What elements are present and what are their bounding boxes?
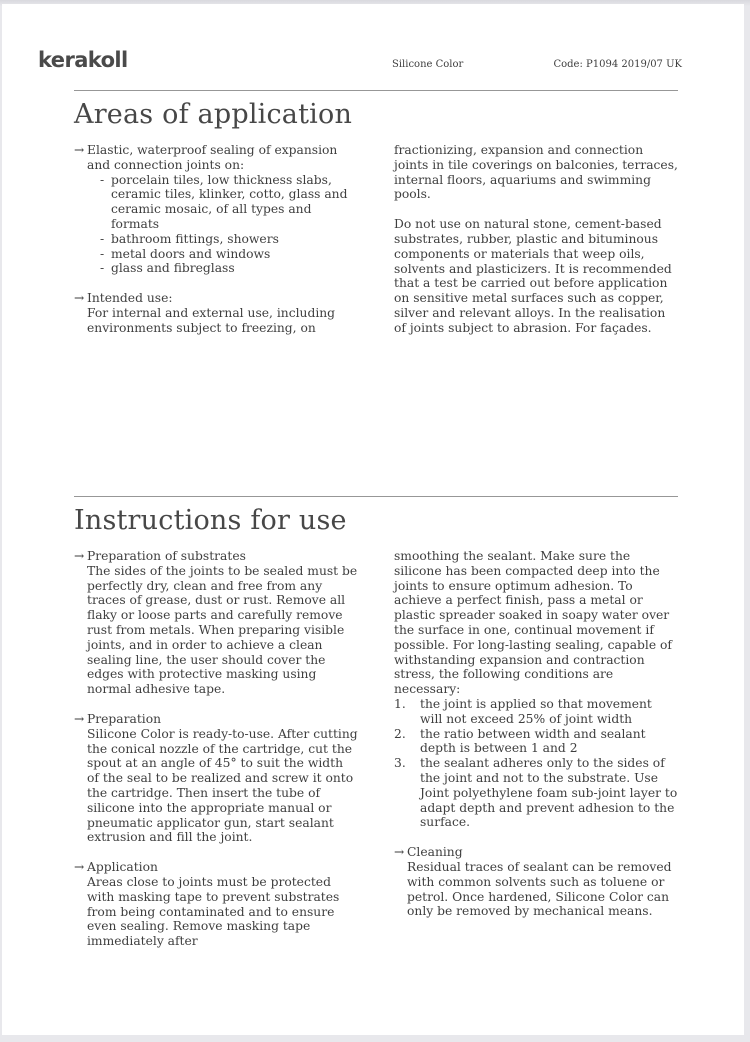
instructions-columns — [74, 549, 678, 964]
arrow-bullet-icon: → — [74, 549, 85, 563]
paragraph-smoothing: smoothing the sealant. Make sure the silicone has been compacted deep into the joints to ensure optimum adhesion. To achieve a perfect finish, pass a metal or plastic spreader soaked in soapy water over the surface in one, continual movement if possible. For long-lasting sealing, capable of withstanding expansion and contraction stress, the following conditions are necessary: — [394, 549, 672, 697]
document-code: Code: P1094 2019/07 UK — [553, 59, 682, 70]
dash-bullet-icon: - — [100, 246, 105, 261]
bullet-label: Preparation of substrates — [87, 549, 246, 563]
section-divider — [74, 496, 678, 497]
arrow-bullet-icon: → — [74, 711, 85, 726]
numbered-item-3 — [394, 756, 678, 830]
section-title-instructions: Instructions for use — [74, 505, 347, 536]
bullet-intro-text: Elastic, waterproof sealing of expansion and connection joints on: — [87, 143, 338, 172]
kerakoll-logo: kerakoll — [38, 48, 128, 72]
dash-bullet-icon: - — [100, 261, 105, 276]
section-instructions-for-use — [74, 496, 678, 964]
dash-bullet-icon: - — [100, 172, 105, 187]
arrow-bullet-icon: → — [394, 845, 405, 860]
section-title-areas: Areas of application — [74, 99, 353, 130]
item-number: 2. — [394, 726, 406, 741]
document-title: Silicone Color — [392, 59, 464, 70]
instructions-right-column — [394, 549, 678, 964]
paragraph-do-not-use: Do not use on natural stone, cement-based substrates, rubber, plastic and bituminous components or materials that weep oils, solvents and plasticizers. It is recommended that a test be carried out before application on sensitive metal surfaces such as copper, silver and relevant alloys. In the realisation of joints subject to abrasion. For façades. — [394, 217, 672, 335]
list-item — [87, 247, 358, 262]
list-item — [87, 173, 358, 232]
item-number: 1. — [394, 696, 406, 711]
areas-left-column — [74, 143, 358, 351]
areas-columns — [74, 143, 678, 351]
bullet-elastic-sealing — [74, 143, 358, 276]
bullet-preparation-of-substrates — [74, 549, 358, 697]
bullet-intended-use — [74, 291, 358, 335]
list-item — [87, 261, 358, 276]
numbered-item-2 — [394, 727, 678, 757]
bullet-label: Intended use: — [87, 291, 173, 306]
item-number: 3. — [394, 756, 406, 771]
arrow-bullet-icon: → — [74, 291, 85, 306]
bullet-body: Residual traces of sealant can be removed with common solvents such as toluene or petrol. Once hardened, Silicone Color can only be removed by mechanical means. — [407, 859, 672, 919]
datasheet-page — [2, 4, 744, 1035]
section-divider — [74, 90, 678, 91]
instructions-left-column — [74, 549, 358, 964]
sub-item-text: bathroom fittings, showers — [111, 231, 279, 246]
list-item — [87, 232, 358, 247]
bullet-cleaning — [394, 845, 678, 919]
sub-item-text: glass and fibreglass — [111, 261, 235, 276]
sub-item-text: metal doors and windows — [111, 246, 271, 261]
arrow-bullet-icon: → — [74, 143, 85, 157]
bullet-body: Areas close to joints must be protected with masking tape to prevent substrates from being contaminated and to ensure even sealing. Remove masking tape immediately after — [87, 874, 340, 949]
dash-bullet-icon: - — [100, 231, 105, 246]
section-areas-of-application — [74, 90, 678, 351]
item-text: the joint is applied so that movement will not exceed 25% of joint width — [420, 696, 652, 726]
bullet-label: Application — [87, 860, 158, 875]
item-text: the sealant adheres only to the sides of the joint and not to the substrate. Use Joint polyethylene foam sub-joint layer to adapt depth and prevent adhesion to the surface. — [420, 756, 678, 830]
numbered-item-1 — [394, 697, 678, 727]
bullet-preparation — [74, 712, 358, 845]
bullet-label: Preparation — [87, 711, 162, 726]
bullet-body: For internal and external use, including environments subject to freezing, on — [87, 305, 336, 335]
item-text: the ratio between width and sealant depth is between 1 and 2 — [420, 726, 646, 756]
bullet-body: Silicone Color is ready-to-use. After cutting the conical nozzle of the cartridge, cut the spout at an angle of 45° to suit the width of the seal to be realized and screw it onto the cartridge. Then insert the tube of silicone into the appropriate manual or pneumatic applicator gun, start sealant extrusion and fill the joint. — [87, 726, 358, 845]
bullet-application — [74, 860, 358, 949]
paragraph-continuation: fractionizing, expansion and connection joints in tile coverings on balconies, terraces, internal floors, aquariums and swimming pools. — [394, 143, 678, 202]
bullet-label: Cleaning — [407, 845, 463, 860]
areas-right-column — [394, 143, 678, 351]
sub-item-text: porcelain tiles, low thickness slabs, ceramic tiles, klinker, cotto, glass and ceramic mosaic, of all types and formats — [111, 172, 348, 231]
arrow-bullet-icon: → — [74, 860, 85, 875]
bullet-body: The sides of the joints to be sealed must be perfectly dry, clean and free from any traces of grease, dust or rust. Remove all flaky or loose parts and carefully remove rust from metals. When preparing visible joints, and in order to achieve a clean sealing line, the user should cover the edges with protective masking using normal adhesive tape. — [87, 563, 358, 697]
